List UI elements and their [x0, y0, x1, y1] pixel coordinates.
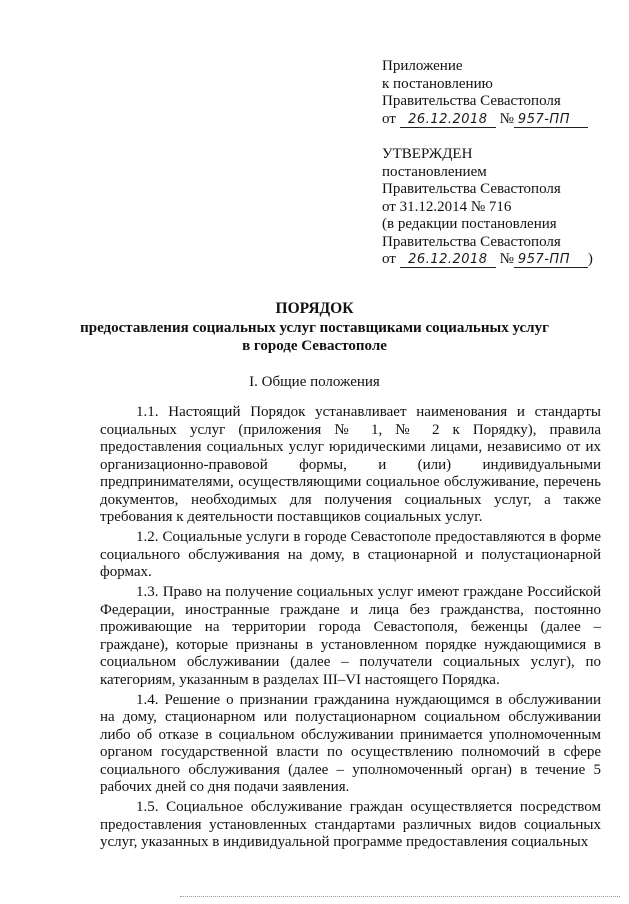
document-subtitle-line-2: в городе Севастополе: [242, 337, 387, 354]
appendix-handwritten-date: 26.12.2018: [400, 113, 496, 128]
approved-date-line: [382, 251, 593, 269]
document-subtitle: [0, 320, 629, 355]
scan-artifact-line: [180, 896, 620, 898]
approved-number-prefix: №: [499, 251, 514, 267]
appendix-header: [382, 58, 588, 128]
document-subtitle-line-1: предоставления социальных услуг поставщиками социальных услуг: [80, 320, 549, 336]
approved-line-2: постановлением: [382, 163, 487, 180]
approved-handwritten-number: 957-ПП: [514, 253, 588, 268]
appendix-date-line: [382, 111, 588, 129]
paragraph-1-2: 1.2. Социальные услуги в городе Севастополе предоставляются в форме социального обслуживания на дому, в стационарной и полустационарной формах.: [100, 529, 601, 580]
paragraph-1-1: 1.1. Настоящий Порядок устанавливает наименования и стандарты социальных услуг (приложения № 1, № 2 к Порядку), правила предоставления социальных услуг юридическими лицами, независимо от их организационно-правовой формы, и (или) индивидуальными предпринимателями, осуществляющими социальное обслуживание, перечень документов, необходимых для получения социальных услуг, а также требования к деятельности поставщиков социальных услуг.: [100, 404, 601, 525]
section-heading: I. Общие положения: [249, 374, 380, 390]
appendix-line-3: Правительства Севастополя: [382, 93, 561, 109]
appendix-number-prefix: №: [499, 110, 514, 127]
approved-handwritten-date: 26.12.2018: [400, 253, 496, 268]
approved-date-prefix: от: [382, 251, 396, 267]
approved-line-1: УТВЕРЖДЕН: [382, 146, 473, 162]
approved-header: [382, 146, 593, 269]
paragraph-1-4: 1.4. Решение о признании гражданина нуждающимся в обслуживании на дому, стационарном или полустационарном социальном обслуживании либо об отказе в социальном обслуживании принимается уполномоченным органом государственной власти по осуществлению полномочий в сфере социального обслуживания (далее – уполномоченный орган) в течение 5 рабочих дней со дня подачи заявления.: [100, 691, 601, 795]
approved-line-4: от 31.12.2014 № 716: [382, 198, 512, 215]
approved-line-6: Правительства Севастополя: [382, 233, 561, 250]
approved-line-5: (в редакции постановления: [382, 216, 557, 232]
paragraph-1-5: 1.5. Социальное обслуживание граждан осуществляется посредством предоставления установленных стандартами различных видов социальных услуг, указанных в индивидуальной программе предоставления социальных: [100, 799, 601, 850]
appendix-handwritten-number: 957-ПП: [514, 113, 588, 128]
appendix-date-prefix: от: [382, 110, 396, 127]
approved-line-3: Правительства Севастополя: [382, 181, 561, 197]
approved-closing-paren: ): [587, 251, 593, 267]
appendix-line-2: к постановлению: [382, 75, 493, 92]
body-text: [100, 404, 601, 852]
document-title: ПОРЯДОК: [275, 300, 354, 317]
appendix-line-1: Приложение: [382, 58, 463, 74]
paragraph-1-3: 1.3. Право на получение социальных услуг имеют граждане Российской Федерации, иностранные граждане и лица без гражданства, постоянно проживающие на территории города Севастополя, беженцы (далее – граждане), которые признаны в установленном порядке нуждающимися в социальном обслуживании (далее – получатели социальных услуг), по категориям, указанным в разделах III–VI настоящего Порядка.: [100, 584, 601, 688]
